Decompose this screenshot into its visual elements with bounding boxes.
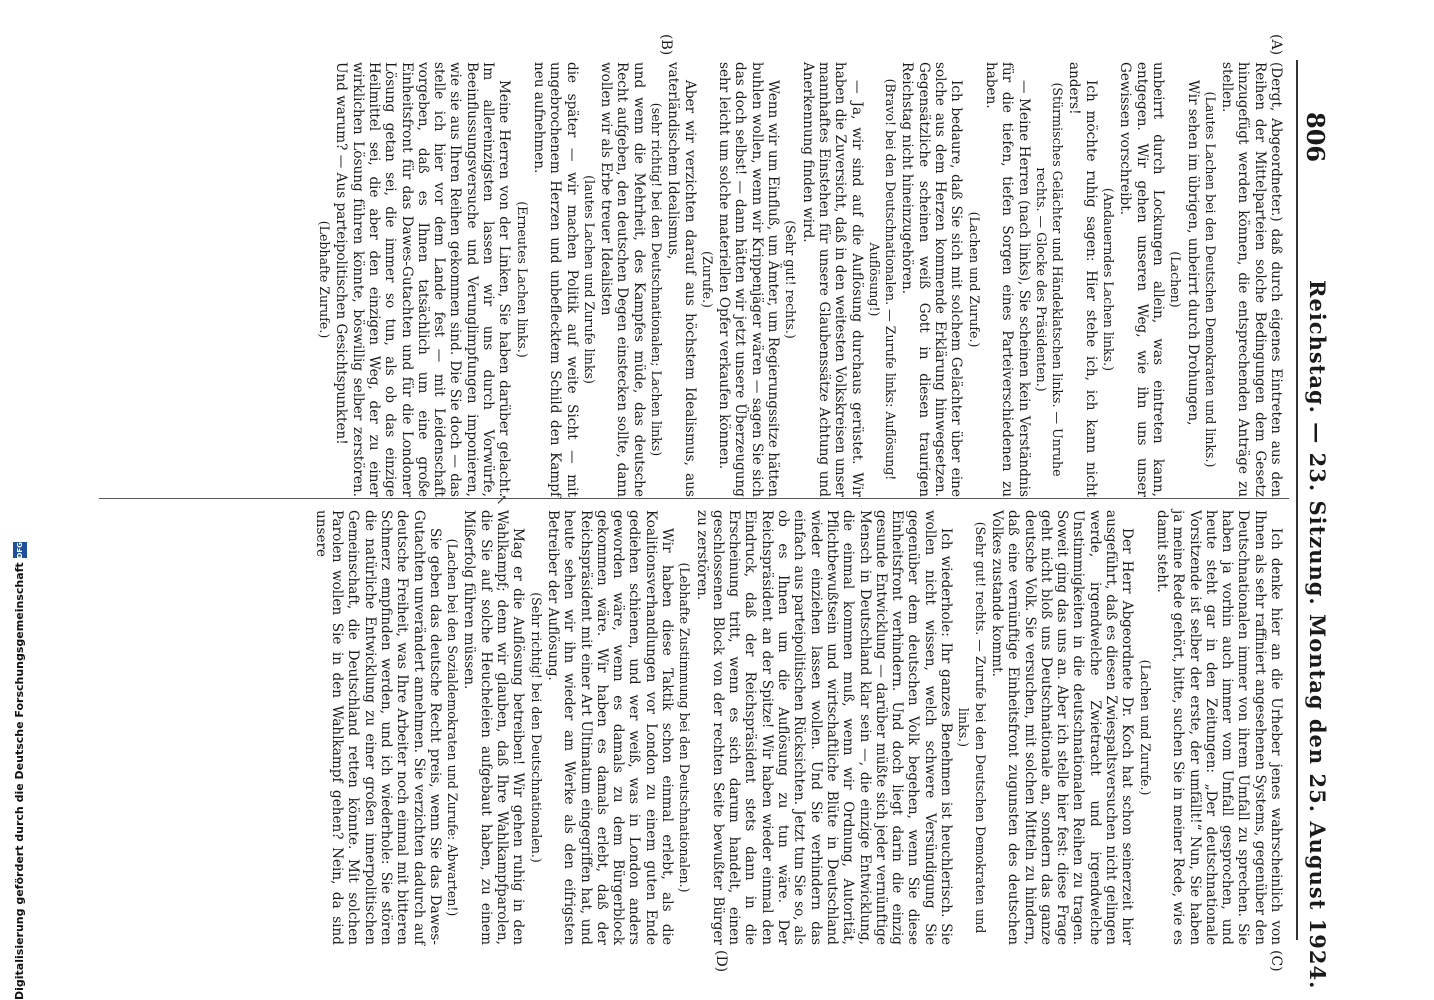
interjection: (Sehr gut! rechts.) bbox=[783, 220, 799, 339]
interjection: (sehr richtig! bei den Deutschnationalen; Lachen links) bbox=[649, 102, 665, 457]
header-rule bbox=[1296, 60, 1298, 940]
speech-paragraph: Sie geben das deutsche Recht preis, wenn Sie das Dawes-Gutachten unverändert annehmen. Sie verzichten dadurch auf deutsche Freiheit, was Ihre Arbeiter noch einmal mit bitteren Schmerz empfinden werden, und ich wiederhole: Sie stören die natürliche Entwicklung zu einer großen innerpolitischen Gemeinschaft, die Deutschland retten könnte. Mit solchen Parolen wollen Sie in den Wahlkampf gehen? Nein, da sind unsere bbox=[312, 510, 443, 945]
interjection: (Sehr gut! rechts. — Zurufe bei den Deutschen Demokraten und links.) bbox=[956, 521, 988, 934]
speech-paragraph: Aber wir verzichten darauf aus höchstem Idealismus, aus vaterländischem Idealismus, bbox=[665, 62, 698, 497]
margin-marker-c: (C) bbox=[1268, 950, 1284, 972]
right-column bbox=[311, 510, 1284, 945]
speech-paragraph: — Meine Herren (nach links), Sie scheinen kein Verständnis für die tiefen, tiefen Sorgen eines Parteiverschiedenen zu haben. bbox=[982, 62, 1032, 497]
interjection: (Lachen bei den Sozialdemokraten und Zurufe: Abwarten!) bbox=[445, 538, 461, 917]
interjection: (Zurufe.) bbox=[699, 251, 715, 308]
speech-paragraph: Ich möchte ruhig sagen: Hier stehe ich, ich kann nicht anders! bbox=[1066, 62, 1099, 497]
speech-paragraph: Ich bedaure, daß Sie sich mit solchem Gelächter über eine solche aus dem Herzen kommende Erklärung hinwegsetzen. Gegensätzliche scheinen weiß Gott in diesen traurigen Reichstag nicht hineinzugehören. bbox=[899, 62, 965, 497]
interjection: (Sehr richtig! bei den Deutschnationalen.) bbox=[528, 592, 544, 863]
dfg-logo: DFG bbox=[13, 542, 27, 558]
page-title: Reichstag. — 23. Sitzung. Montag den 25. August 1924. bbox=[1305, 280, 1330, 990]
speech-paragraph: Ich wiederhole: Ihr ganzes Benehmen ist heuchlerisch. Sie wollen nicht wissen, welch schwere Versündigung Sie gegenüber dem deutschen Volk begehen, wenn Sie diese Einheitsfront verhindern. Und doch liegt darin die einzig gesunde Entwicklung — darüber müßte sich jeder vernünftige Mensch in Deutschland klar sein —, die einzige Entwicklung, die einmal kommen muß, wenn wir Ordnung, Autorität, Pflichtbewußtsein und wirtschaftliche Blüte in Deutschland wieder einziehen lassen wollen. Und Sie verhindern das einfach aus parteipolitischen Rücksichten. Jetzt tun Sie so, als ob es Ihnen um die Auflösung zu tun wäre. Der Reichspräsident an der Spitze! Wir haben wieder einmal den Eindruck, daß der Reichspräsident stets dann in die Erscheinung tritt, wenn es sich darum handelt, einen geschlossenen Block von der rechten Seite bewußter Bürger zu zerstören. bbox=[693, 510, 955, 945]
interjection: (Bravo! bei den Deutschnationalen. — Zurufe links: Auflösung! Auflösung!) bbox=[866, 78, 899, 481]
speech-paragraph: Ich denke hier an die Urheber jenes wahrscheinlich von Ihnen als sehr raffiniert angesehenen Systems, gegenüber den Deutschnationalen immer von ihrem Umfall zu sprechen. Sie haben ja vorhin auch immer vom Umfall gesprochen, und heute steht gar in den Zeitungen: „Der deutschnationale Vorsitzende ist selber der erste, der umfällt!“ Nun, Sie haben ja meine Rede gehört, bitte, suchen Sie in meiner Rede, wie es damit steht. bbox=[1153, 510, 1284, 945]
speech-paragraph: Der Herr Abgeordnete Dr. Koch hat schon seinerzeit hier ausgeführt, daß es diesen Zwiespaltsversuchen nicht gelingen werde, irgendwelche Zwietracht und irgendwelche Unstimmigkeiten in die deutschnationalen Reihen zu tragen. Soweit ging das uns an. Aber ich stelle hier fest: diese Frage geht nicht bloß uns Deutschnationale an, sondern das ganze deutsche Volk. Sie versuchen, mit solchen Mitteln zu hindern, daß eine vernünftige Einheitsfront zugunsten des deutschen Volkes zustande kommt. bbox=[988, 510, 1136, 945]
speech-paragraph: Wir haben diese Taktik schon einmal erlebt, als die Koalitionsverhandlungen vor London zu einem guten Ende gediehen schienen, und wer weiß, was in London anders geworden wäre, wenn es damals zu dem Bürgerblock gekommen wäre. Wir haben es damals erlebt, daß der Reichspräsident mit einer Art Ultimatum eingegriffen hat, und heute sehen wir ihn wieder am Werke als den eifrigsten Betreiber der Auflösung. bbox=[544, 510, 676, 945]
interjection: (Lautes Lachen bei den Deutschen Demokraten und links.) bbox=[1202, 91, 1218, 468]
interjection: (Lebhafte Zustimmung bei den Deutschnationalen.) bbox=[677, 562, 693, 893]
speech-paragraph: Meine Herren von der Linken, Sie haben darüber gelacht. Im allereinzigsten lassen wir uns durch Vorwürfe, Beeinflussungsversuche und Verunglimpfungen imponieren, wie sie aus Ihren Reihen gekommen sind. Die Sie doch — das stelle ich hier vor dem Lande fest — mit Leidenschaft vorgeben, daß es Ihnen tatsächlich um eine große Einheitsfront für das Dawes-Gutachten und für die Londoner Lösung getan sei, die immer so tun, als ob das einzige Heilmittel sei, die aber den einzigen Weg, der zu einer wirklichen Lösung führen könnte, böswillig selber zerstören. Und warum? — Aus parteipolitischen Gesichtspunkten! bbox=[333, 62, 513, 497]
pen-mark-icon: ↖ bbox=[493, 494, 509, 506]
page-header bbox=[1298, 40, 1338, 990]
interjection: (Lachen und Zurufe.) bbox=[1137, 659, 1153, 796]
margin-marker-d: (D) bbox=[713, 950, 729, 973]
speech-paragraph: Wir sehen im übrigen, unbeirrt durch Drohungen, bbox=[1184, 80, 1201, 426]
speech-paragraph: (Dergt, Abgeordneter.) daß durch eigenes Eintreten aus den Reihen der Mittelparteien solche Bedingungen dem Gesetz hinzugefügt werden können, die entsprechenden Anträge zu stellen. bbox=[1219, 62, 1284, 497]
margin-marker-a: (A) bbox=[1268, 34, 1284, 56]
page-number: 806 bbox=[1301, 112, 1330, 163]
interjection: (Andauerndes Lachen links.) bbox=[1101, 187, 1117, 372]
interjection: (Lebhafte Zurufe.) bbox=[317, 220, 333, 339]
interjection: (Erneutes Lachen links.) bbox=[514, 201, 530, 358]
interjection: (lautes Lachen und Zurufe links) bbox=[581, 175, 597, 384]
speech-paragraph: Mag er die Auflösung betreiben! Wir gehen ruhig in den Wahlkampf; denn wir glauben, daß Ihre Wahlkampfparolen, die Sie auf solche Heucheleien aufgebaut haben, zu einem Mißerfolg führen müssen. bbox=[461, 510, 527, 945]
credit-text: Digitalisierung gefördert durch die Deutsche Forschungsgemeinschaft bbox=[13, 562, 26, 1000]
interjection: (Lachen) bbox=[1168, 251, 1184, 308]
column-divider bbox=[99, 498, 1289, 499]
speech-paragraph: und wenn die Mehrheit, des Kampfes müde, das deutsche Recht aufgeben, den deutschen Degen einstecken sollte, dann wollen wir als Erbe treuer Idealisten bbox=[598, 62, 647, 497]
speech-paragraph: unbeirrt durch Lockungen allein, was eintreten kann, entgegen. Wir gehen unseren Weg, wie ihn uns unser Gewissen vorschreibt. bbox=[1117, 62, 1166, 497]
speech-paragraph: die später — wir machen Politik auf weite Sicht — mit ungebrochenem Herzen und unbeflecktem Schild den Kampf neu aufnehmen. bbox=[530, 62, 580, 497]
speech-paragraph: Wenn wir um Einfluß, um Ämter, um Regierungssitze hätten buhlen wollen, wenn wir Krippenjäger wären — sagen Sie sich das doch selbst! — dann hätten wir jetzt unsere Überzeugung sehr leicht um solche materiellen Opfer verkaufen können. bbox=[716, 62, 782, 497]
dfg-credit bbox=[8, 10, 32, 1000]
left-column bbox=[315, 62, 1284, 497]
interjection: (Stürmisches Gelächter und Händeklatschen links. — Unruhe rechts. — Glocke des Präsidenten.) bbox=[1033, 82, 1066, 477]
margin-marker-b: (B) bbox=[658, 34, 674, 56]
interjection: (Lachen und Zurufe.) bbox=[966, 211, 982, 348]
speech-paragraph: — Ja, wir sind auf die Auflösung durchaus gerüstet. Wir haben die Zuversicht, daß in den weitesten Volkskreisen unser mannhaftes Einstehen für unsere Glaubenssätze Achtung und Anerkennung finden wird. bbox=[799, 62, 865, 497]
